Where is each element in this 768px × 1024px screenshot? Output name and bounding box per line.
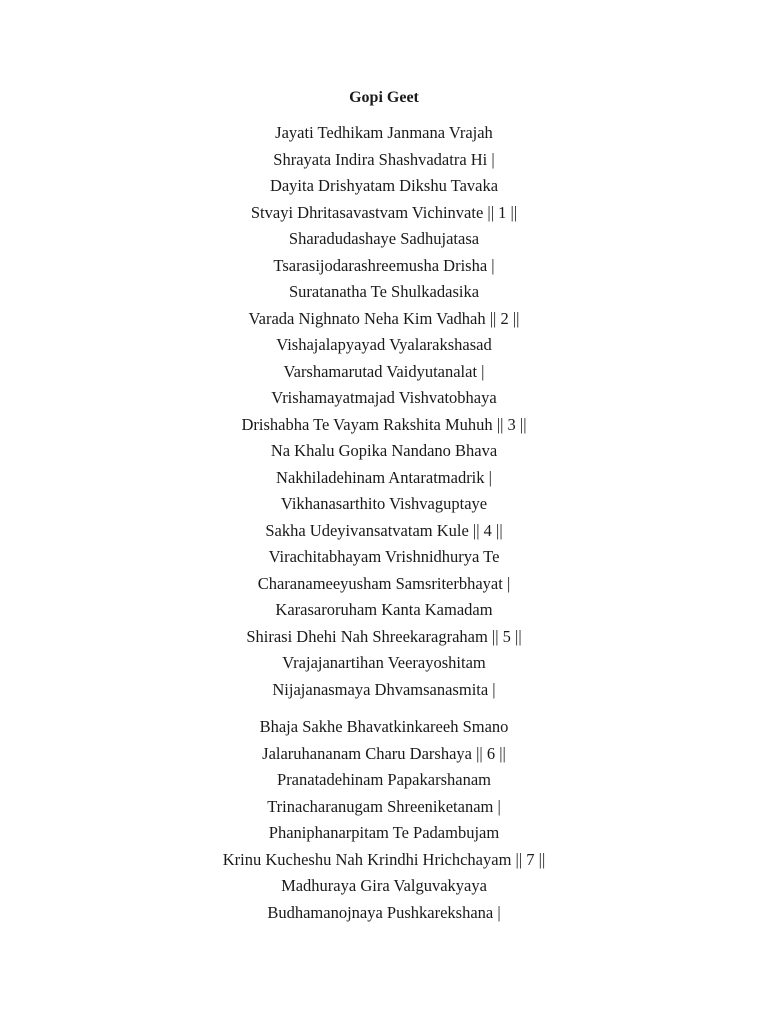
verse-line: Shirasi Dhehi Nah Shreekaragraham || 5 || bbox=[246, 626, 522, 646]
verse-line: Virachitabhayam Vrishnidhurya Te bbox=[268, 547, 500, 566]
verse-line: Varshamarutad Vaidyutanalat | bbox=[283, 361, 485, 381]
verse-line: Krinu Kucheshu Nah Krindhi Hrichchayam || 7 || bbox=[222, 849, 546, 869]
verse-line: Varada Nighnato Neha Kim Vadhah || 2 || bbox=[248, 308, 520, 328]
verse-line: Budhamanojnaya Pushkarekshana | bbox=[267, 902, 501, 922]
verse-line: Pranatadehinam Papakarshanam bbox=[277, 770, 491, 789]
verse-line: Sharadudashaye Sadhujatasa bbox=[288, 229, 480, 248]
verse-line: Nakhiladehinam Antaratmadrik | bbox=[276, 467, 492, 487]
verse-line: Jayati Tedhikam Janmana Vrajah bbox=[275, 123, 493, 142]
verse-line: Vishajalapyayad Vyalarakshasad bbox=[276, 335, 492, 354]
verse-line: Na Khalu Gopika Nandano Bhava bbox=[270, 441, 498, 460]
verse-line: Dayita Drishyatam Dikshu Tavaka bbox=[269, 176, 499, 195]
verse-line: Jalaruhananam Charu Darshaya || 6 || bbox=[262, 743, 506, 763]
verse-line: Bhaja Sakhe Bhavatkinkareeh Smano bbox=[259, 717, 509, 736]
verse-line: Vrajajanartihan Veerayoshitam bbox=[282, 653, 486, 672]
verse-line: Karasaroruham Kanta Kamadam bbox=[275, 600, 493, 619]
verse-line: Stvayi Dhritasavastvam Vichinvate || 1 || bbox=[250, 202, 518, 222]
page-title: Gopi Geet bbox=[349, 89, 419, 106]
verse-line: Phaniphanarpitam Te Padambujam bbox=[268, 823, 500, 842]
verse-line: Sakha Udeyivansatvatam Kule || 4 || bbox=[265, 520, 503, 540]
verse-line: Vrishamayatmajad Vishvatobhaya bbox=[271, 388, 497, 407]
verse-line: Shrayata Indira Shashvadatra Hi | bbox=[273, 149, 495, 169]
verse-line: Madhuraya Gira Valguvakyaya bbox=[281, 876, 487, 895]
verse-line: Tsarasijodarashreemusha Drisha | bbox=[273, 255, 495, 275]
verse-line: Vikhanasarthito Vishvaguptaye bbox=[280, 494, 488, 513]
verse-block-1 bbox=[0, 120, 768, 703]
verse-line: Charanameeyusham Samsriterbhayat | bbox=[257, 573, 511, 593]
verse-line: Nijajanasmaya Dhvamsanasmita | bbox=[272, 679, 496, 699]
verse-block-2 bbox=[0, 714, 768, 926]
verse-line: Suratanatha Te Shulkadasika bbox=[288, 282, 480, 301]
verse-line: Drishabha Te Vayam Rakshita Muhuh || 3 || bbox=[241, 414, 527, 434]
verse-line: Trinacharanugam Shreeniketanam | bbox=[267, 796, 501, 816]
